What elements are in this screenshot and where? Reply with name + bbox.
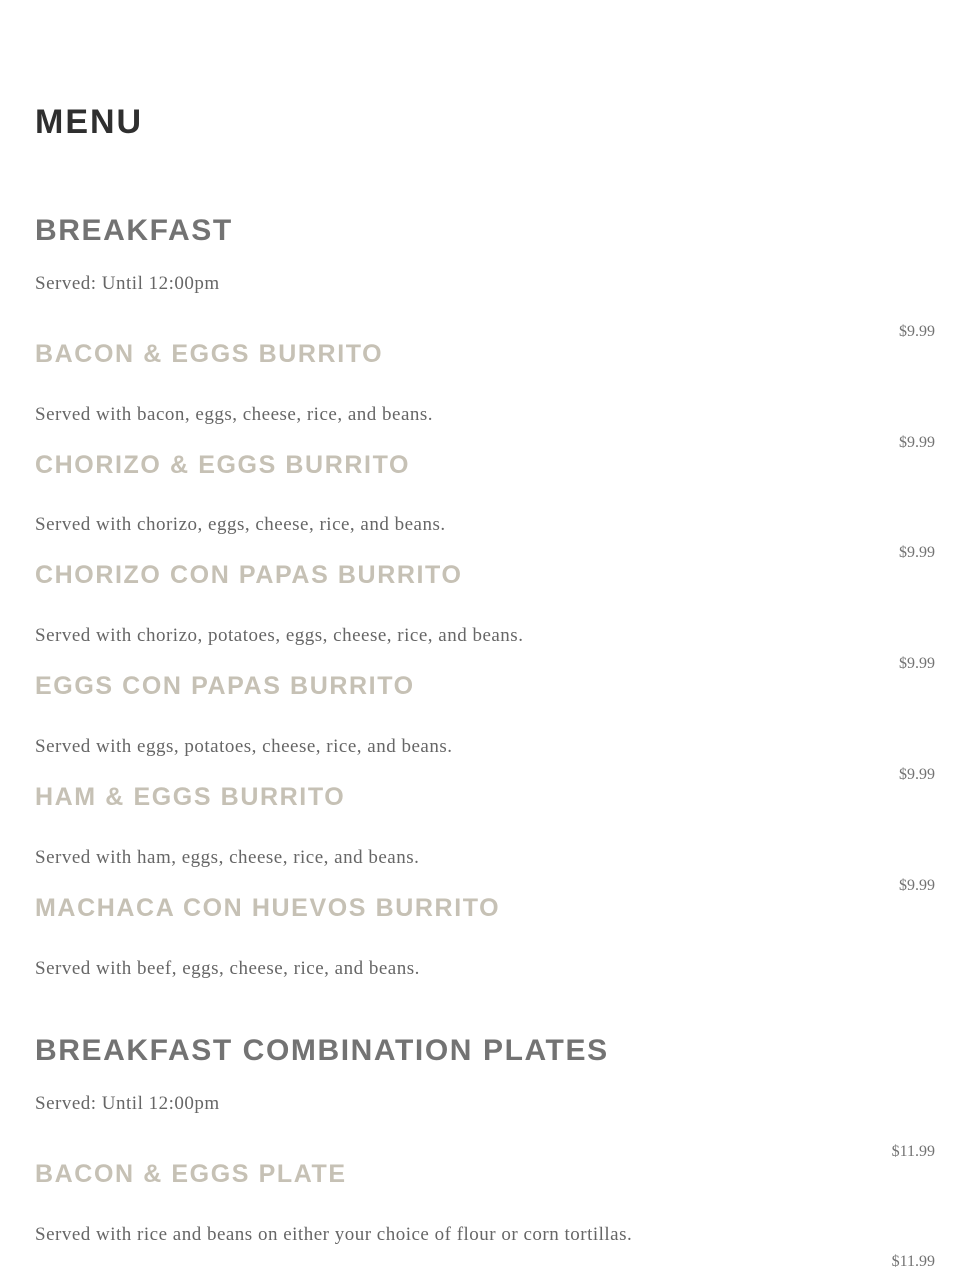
- page-title: MENU: [35, 103, 144, 141]
- item-description: Served with bacon, eggs, cheese, rice, and beans.: [35, 404, 434, 425]
- item-description: Served with chorizo, eggs, cheese, rice, and beans.: [35, 514, 446, 535]
- item-name: EGGS CON PAPAS BURRITO: [35, 672, 415, 700]
- item-description: Served with rice and beans on either your choice of flour or corn tortillas.: [35, 1224, 633, 1245]
- item-name: BACON & EGGS BURRITO: [35, 340, 384, 368]
- item-description: Served with eggs, potatoes, cheese, rice, and beans.: [35, 736, 453, 757]
- item-price: $9.99: [899, 877, 935, 894]
- section-title-breakfast: BREAKFAST: [35, 214, 233, 247]
- item-name: CHORIZO & EGGS BURRITO: [35, 451, 411, 479]
- item-price: $9.99: [899, 766, 935, 783]
- item-price: $11.99: [891, 1143, 935, 1160]
- item-price: $9.99: [899, 655, 935, 672]
- item-description: Served with chorizo, potatoes, eggs, cheese, rice, and beans.: [35, 625, 524, 646]
- item-name: CHORIZO CON PAPAS BURRITO: [35, 561, 463, 589]
- section-title-breakfast-combination-plates: BREAKFAST COMBINATION PLATES: [35, 1034, 609, 1067]
- item-price: $9.99: [899, 544, 935, 561]
- item-description: Served with beef, eggs, cheese, rice, and beans.: [35, 958, 420, 979]
- item-name: BACON & EGGS PLATE: [35, 1160, 347, 1188]
- item-price: $9.99: [899, 323, 935, 340]
- item-price: $11.99: [891, 1253, 935, 1270]
- section-served-breakfast: Served: Until 12:00pm: [35, 273, 220, 294]
- item-name: MACHACA CON HUEVOS BURRITO: [35, 894, 501, 922]
- item-price: $9.99: [899, 434, 935, 451]
- item-name: HAM & EGGS BURRITO: [35, 783, 346, 811]
- section-served-breakfast-combination-plates: Served: Until 12:00pm: [35, 1093, 220, 1114]
- item-description: Served with ham, eggs, cheese, rice, and beans.: [35, 847, 420, 868]
